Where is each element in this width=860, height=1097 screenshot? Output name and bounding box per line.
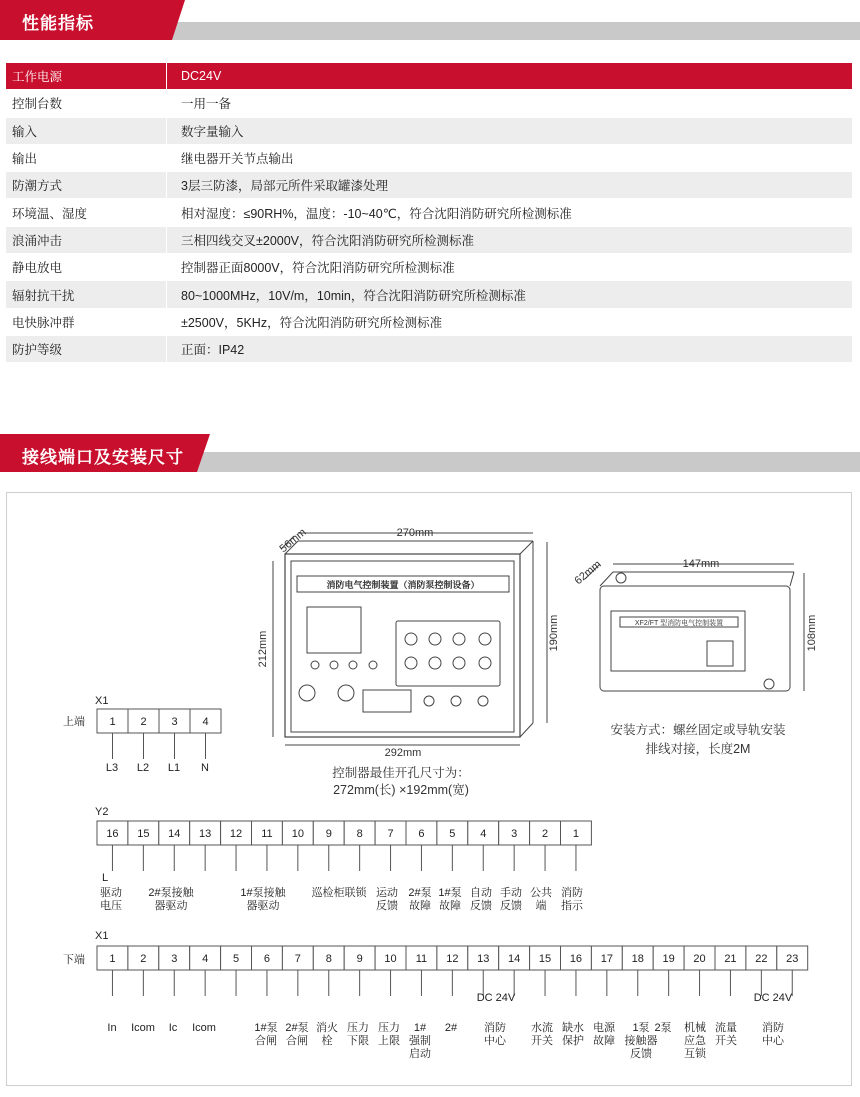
- cutout-line1: 控制器最佳开孔尺寸为：: [332, 766, 470, 780]
- spec-value: 正面：IP42: [167, 335, 853, 362]
- spec-key: 环境温、湿度: [6, 199, 167, 226]
- terminal-label: 合闸: [255, 1035, 277, 1047]
- terminal-number: 5: [449, 828, 456, 840]
- terminal-number: 8: [356, 828, 363, 840]
- terminal-label: 反馈: [376, 900, 398, 912]
- terminal-label: 下限: [347, 1035, 369, 1047]
- spec-value: 数字量输入: [167, 117, 853, 144]
- terminal-label: 缺水: [562, 1022, 584, 1034]
- upper-side-label: 上端: [63, 716, 85, 728]
- spec-value: 80~1000MHz，10V/m，10min，符合沈阳消防研究所检测标准: [167, 281, 853, 308]
- terminal-number: 7: [294, 953, 301, 965]
- spec-key: 输入: [6, 117, 167, 144]
- spec-key: 工作电源: [6, 63, 167, 90]
- spec-value: 继电器开关节点输出: [167, 144, 853, 171]
- terminal-number: 21: [724, 953, 737, 965]
- phase-label: L3: [105, 762, 119, 774]
- terminal-number: 10: [291, 828, 304, 840]
- terminal-label: 应急: [684, 1035, 706, 1047]
- terminal-label: 2#泵: [408, 887, 432, 899]
- terminal-number: 15: [538, 953, 552, 965]
- y2-group-label: Y2: [95, 806, 109, 818]
- install-line1: 安装方式：螺丝固定或导轨安装: [610, 723, 786, 737]
- wiring-diagram: [6, 492, 852, 1086]
- terminal-label: 消火: [316, 1022, 338, 1034]
- spec-row: [6, 308, 852, 335]
- terminal-label: 电压: [100, 900, 122, 912]
- spec-row: [6, 254, 852, 281]
- terminal-label: 开关: [715, 1035, 737, 1047]
- terminal-number: 9: [325, 828, 332, 840]
- phase-label: N: [201, 762, 209, 774]
- terminal-label: 保护: [562, 1035, 584, 1047]
- terminal-label: 流量: [715, 1022, 737, 1034]
- terminal-number: 13: [199, 828, 212, 840]
- terminal-label: 2#泵: [285, 1022, 309, 1034]
- terminal-label: 公共: [530, 887, 552, 899]
- dim-bottom-width: 292mm: [384, 747, 422, 759]
- panel-title: 消防电气控制装置（消防泵控制设备）: [326, 580, 480, 590]
- terminal-number: 6: [263, 953, 271, 965]
- spec-key: 输出: [6, 144, 167, 171]
- terminal-number: 11: [415, 953, 428, 965]
- terminal-number: 7: [387, 828, 394, 840]
- terminal-number: 11: [261, 828, 273, 840]
- install-line2: 排线对接，长度2M: [645, 742, 751, 756]
- terminal-label: 1#泵接触: [240, 887, 286, 899]
- spec-key: 浪涌冲击: [6, 226, 167, 253]
- spec-key: 控制台数: [6, 90, 167, 117]
- spec-value: 一用一备: [167, 90, 853, 117]
- upper-terminal-block: [63, 695, 221, 774]
- terminal-number: 16: [106, 828, 119, 840]
- wiring-diagram-svg: [7, 493, 853, 1087]
- terminal-number: 5: [232, 953, 240, 965]
- terminal-number: 14: [168, 828, 181, 840]
- terminal-label: 1泵: [632, 1022, 650, 1034]
- terminal-label: 运动: [376, 887, 398, 899]
- terminal-number: 17: [600, 953, 613, 965]
- terminal-label: 1#泵: [254, 1022, 278, 1034]
- terminal-number: 4: [202, 716, 209, 728]
- terminal-number: 1: [109, 716, 116, 728]
- terminal-label: 机械: [684, 1022, 706, 1034]
- terminal-number: 3: [511, 828, 518, 840]
- terminal-number: 2: [140, 953, 147, 965]
- terminal-label: Icom: [192, 1022, 216, 1034]
- terminal-number: 15: [137, 828, 150, 840]
- dim-depth: 56mm: [277, 526, 309, 556]
- spec-row: [6, 335, 852, 362]
- controller-drawing: [273, 533, 547, 745]
- spec-value: 控制器正面8000V，符合沈阳消防研究所检测标准: [167, 254, 853, 281]
- terminal-label: 自动: [470, 887, 492, 899]
- dim-height-inner: 190mm: [548, 614, 560, 652]
- dim-height-outer: 212mm: [257, 630, 269, 668]
- terminal-label: 驱动: [100, 887, 122, 899]
- terminal-number: 4: [202, 953, 209, 965]
- terminal-number: 12: [446, 953, 459, 965]
- spec-value: 三相四线交叉±2000V，符合沈阳消防研究所检测标准: [167, 226, 853, 253]
- terminal-label: 中心: [484, 1035, 506, 1047]
- terminal-label: 故障: [409, 900, 431, 912]
- terminal-number: 18: [631, 953, 644, 965]
- section-header-wiring: [0, 432, 860, 474]
- spec-row: [6, 63, 852, 90]
- section-header-bar: [0, 0, 860, 42]
- spec-row: [6, 172, 852, 199]
- terminal-number: 1: [572, 828, 580, 840]
- terminal-label: 2泵: [654, 1022, 672, 1034]
- spec-row: [6, 199, 852, 226]
- section-title: 性能指标: [22, 14, 94, 33]
- terminal-label: 反馈: [470, 900, 492, 912]
- terminal-label: 消防: [561, 887, 583, 899]
- dc-label: DC 24V: [753, 992, 793, 1004]
- terminal-label: 互锁: [684, 1048, 706, 1060]
- lower-group-label: X1: [95, 930, 109, 942]
- terminal-number: 20: [693, 953, 706, 965]
- terminal-number: 9: [356, 953, 363, 965]
- y2-terminal-block: [95, 806, 591, 912]
- terminal-label: 1#泵: [438, 887, 462, 899]
- terminal-label: 2#: [444, 1022, 458, 1034]
- dc-label: DC 24V: [476, 992, 516, 1004]
- terminal-label: 巡检柜联锁: [311, 887, 367, 899]
- spec-row: [6, 226, 852, 253]
- spec-value: DC24V: [167, 63, 853, 90]
- terminal-label: 1#: [413, 1022, 427, 1034]
- terminal-number: 23: [786, 953, 799, 965]
- terminal-label: 2#泵接触: [148, 887, 194, 899]
- terminal-label: 水流: [531, 1022, 553, 1034]
- terminal-label: 强制: [409, 1035, 431, 1047]
- terminal-number: 2: [541, 828, 549, 840]
- terminal-number: 16: [569, 953, 583, 965]
- terminal-label: 消防: [484, 1022, 506, 1034]
- terminal-label: 开关: [531, 1035, 553, 1047]
- terminal-number: 22: [755, 953, 768, 965]
- terminal-number: 4: [480, 828, 487, 840]
- terminal-label: 上限: [378, 1035, 400, 1047]
- terminal-label: 反馈: [500, 900, 522, 912]
- terminal-label: 合闸: [286, 1035, 308, 1047]
- terminal-label: 器驱动: [246, 900, 280, 912]
- terminal-number: 1: [109, 953, 116, 965]
- phase-label: L2: [136, 762, 150, 774]
- spec-key: 防护等级: [6, 335, 167, 362]
- module-label: XF2/FT 型消防电气控制装置: [634, 620, 724, 627]
- spec-key: 电快脉冲群: [6, 308, 167, 335]
- terminal-label: Icom: [131, 1022, 155, 1034]
- dim2-width: 147mm: [682, 558, 720, 570]
- dim2-height: 108mm: [806, 614, 818, 652]
- spec-row: [6, 117, 852, 144]
- spec-key: 辐射抗干扰: [6, 281, 167, 308]
- terminal-label: 启动: [409, 1048, 431, 1060]
- terminal-number: 10: [384, 953, 397, 965]
- terminal-label: 反馈: [630, 1048, 652, 1060]
- terminal-label: 栓: [321, 1035, 333, 1047]
- module-drawing: [585, 564, 804, 691]
- terminal-label: 压力: [347, 1022, 369, 1034]
- terminal-label: 指示: [561, 900, 583, 912]
- terminal-label: 压力: [378, 1022, 400, 1034]
- terminal-label: 中心: [762, 1035, 784, 1047]
- lower-side-label: 下端: [63, 954, 85, 966]
- terminal-number: 3: [171, 953, 178, 965]
- terminal-label: 器驱动: [154, 900, 188, 912]
- terminal-number: 14: [508, 953, 521, 965]
- spec-key: 防潮方式: [6, 172, 167, 199]
- terminal-number: 13: [477, 953, 490, 965]
- spec-key: 静电放电: [6, 254, 167, 281]
- panel-buttons: [299, 633, 491, 712]
- section-title: 接线端口及安装尺寸: [22, 448, 184, 467]
- terminal-label: 手动: [500, 887, 522, 899]
- terminal-label: 消防: [762, 1022, 784, 1034]
- terminal-label: In: [107, 1022, 117, 1034]
- spec-value: ±2500V，5KHz，符合沈阳消防研究所检测标准: [167, 308, 853, 335]
- spec-table: [6, 63, 852, 363]
- spec-row: [6, 281, 852, 308]
- cutout-line2: 272mm(长) ×192mm(宽): [333, 783, 469, 797]
- terminal-number: 3: [171, 716, 178, 728]
- spec-value: 3层三防漆，局部元所件采取罐漆处理: [167, 172, 853, 199]
- spec-row: [6, 144, 852, 171]
- lower-terminal-block: [63, 930, 808, 1060]
- terminal-label: 接触器: [624, 1035, 658, 1047]
- terminal-label: 电源: [593, 1022, 615, 1034]
- dim2-depth: 62mm: [572, 558, 604, 588]
- phase-label: L1: [167, 762, 181, 774]
- terminal-label: 故障: [593, 1035, 615, 1047]
- terminal-number: 2: [140, 716, 147, 728]
- upper-group-label: X1: [95, 695, 109, 707]
- y2-first-mark: L: [102, 872, 109, 884]
- dim-width: 270mm: [396, 527, 434, 539]
- spec-value: 相对湿度：≤90RH%，温度：-10~40℃，符合沈阳消防研究所检测标准: [167, 199, 853, 226]
- terminal-number: 6: [418, 828, 425, 840]
- spec-row: [6, 90, 852, 117]
- terminal-label: Ic: [168, 1022, 178, 1034]
- section-header-performance: [0, 0, 860, 42]
- terminal-number: 8: [325, 953, 332, 965]
- terminal-label: 端: [535, 900, 547, 912]
- terminal-number: 19: [662, 953, 675, 965]
- terminal-label: 故障: [439, 900, 461, 912]
- terminal-number: 12: [229, 828, 243, 840]
